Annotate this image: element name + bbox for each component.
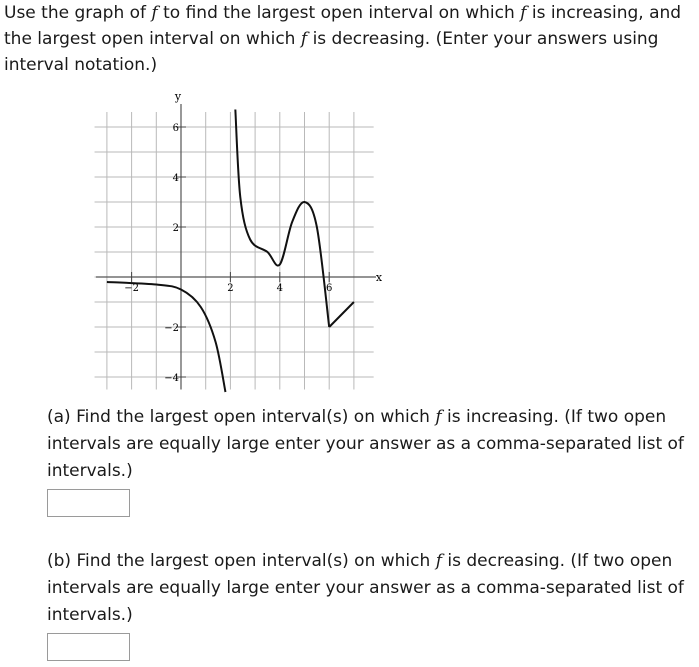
y-tick-label: −2 [164, 323, 179, 334]
intro-text-2: to find the largest open interval on which [157, 3, 521, 23]
answer-input-a[interactable] [47, 489, 130, 517]
part-a-suffix: is increasing. (If two open intervals are equally large enter your answer as a comma-separated list of intervals.) [47, 407, 684, 481]
f-symbol: f [300, 29, 308, 49]
intro-text-4: is decreasing. (Enter your answers using interval notation.) [4, 29, 659, 75]
curve-right-branch [235, 110, 329, 328]
f-symbol: f [435, 407, 442, 427]
function-graph [88, 88, 384, 394]
x-tick-label: −2 [124, 283, 139, 294]
problem-statement [4, 0, 696, 78]
y-axis-label: y [174, 90, 182, 103]
y-tick-label: 4 [172, 173, 179, 184]
x-axis-label: x [375, 271, 383, 284]
grid-lines [95, 112, 374, 390]
x-tick-label: 6 [326, 283, 333, 294]
intro-text-1: Use the graph of [4, 3, 152, 23]
f-symbol: f [520, 3, 527, 23]
part-b-suffix: is decreasing. (If two open intervals are equally large enter your answer as a comma-separated list of intervals.) [47, 551, 684, 625]
f-symbol: f [435, 551, 442, 571]
axes [96, 104, 376, 390]
curve-final-segment [329, 302, 354, 327]
y-tick-label: 2 [172, 223, 179, 234]
axis-labels [124, 90, 383, 384]
question-part-b [47, 548, 687, 629]
part-b-prefix: (b) Find the largest open interval(s) on which [47, 551, 436, 571]
y-tick-label: −4 [164, 373, 179, 384]
part-a-prefix: (a) Find the largest open interval(s) on which [47, 407, 436, 427]
question-part-a [47, 404, 687, 485]
f-symbol: f [151, 3, 158, 23]
x-tick-label: 2 [227, 283, 234, 294]
intro-text-3: is increasing, and the largest open interval on which [4, 3, 682, 49]
answer-input-b[interactable] [47, 633, 130, 661]
y-tick-label: 6 [172, 123, 179, 134]
x-tick-label: 4 [276, 283, 283, 294]
